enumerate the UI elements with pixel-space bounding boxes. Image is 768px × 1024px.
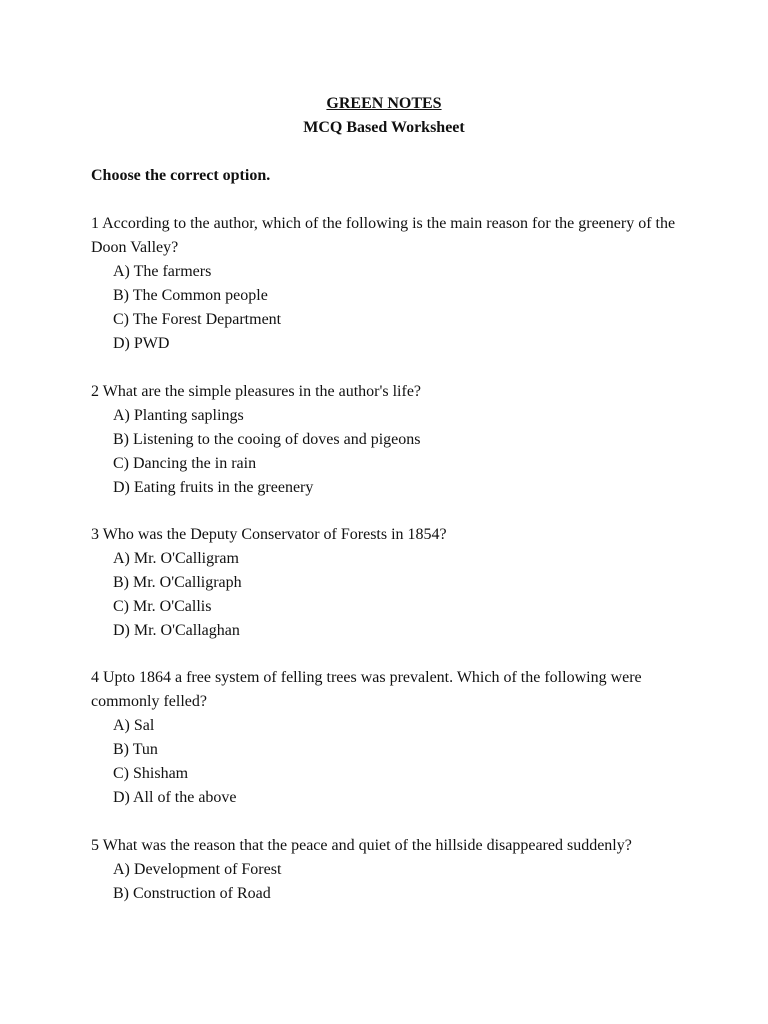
instruction-text: Choose the correct option. <box>91 167 271 184</box>
question-3 <box>91 523 681 643</box>
question-5 <box>91 834 651 906</box>
question-text: 4 Upto 1864 a free system of felling trees was prevalent. Which of the following were commonly felled? <box>91 669 642 710</box>
question-text: 1 According to the author, which of the following is the main reason for the greenery of the Doon Valley? <box>91 215 676 256</box>
option-a: A) The farmers <box>113 263 212 280</box>
option-a: A) Mr. O'Calligram <box>113 550 239 567</box>
options-list <box>91 858 651 906</box>
option-c: C) Shisham <box>113 765 189 782</box>
option-b: B) Construction of Road <box>113 885 271 902</box>
options-list <box>91 547 681 643</box>
page-subtitle: MCQ Based Worksheet <box>303 119 465 136</box>
options-list <box>91 714 671 810</box>
question-text: 5 What was the reason that the peace and quiet of the hillside disappeared suddenly? <box>91 837 632 854</box>
option-d: D) Eating fruits in the greenery <box>113 479 314 496</box>
question-4 <box>91 666 671 810</box>
option-a: A) Development of Forest <box>113 861 282 878</box>
options-list <box>91 404 681 500</box>
option-a: A) Planting saplings <box>113 407 244 424</box>
question-2 <box>91 380 681 500</box>
option-b: B) The Common people <box>113 287 268 304</box>
option-c: C) Mr. O'Callis <box>113 598 212 615</box>
question-text: 2 What are the simple pleasures in the author's life? <box>91 383 422 400</box>
option-a: A) Sal <box>113 717 155 734</box>
question-text: 3 Who was the Deputy Conservator of Forests in 1854? <box>91 526 447 543</box>
option-b: B) Tun <box>113 741 158 758</box>
option-d: D) All of the above <box>113 789 237 806</box>
option-d: D) Mr. O'Callaghan <box>113 622 240 639</box>
question-1 <box>91 212 681 356</box>
page-title: GREEN NOTES <box>326 95 442 112</box>
option-b: B) Listening to the cooing of doves and pigeons <box>113 431 421 448</box>
option-c: C) Dancing the in rain <box>113 455 257 472</box>
option-b: B) Mr. O'Calligraph <box>113 574 242 591</box>
option-d: D) PWD <box>113 335 170 352</box>
options-list <box>91 260 681 356</box>
option-c: C) The Forest Department <box>113 311 282 328</box>
